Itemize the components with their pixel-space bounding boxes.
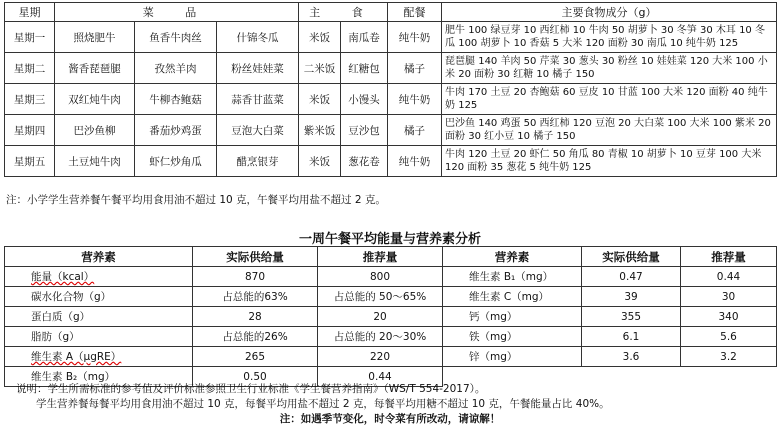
nutrients-cell: 巴沙鱼 140 鸡蛋 50 西红柿 120 豆泡 20 大白菜 100 大米 100 紫米 20 面粉 30 红小豆 10 橘子 150 [442, 115, 777, 146]
recommended-value: 20 [318, 307, 443, 327]
staple-cell: 二米饭 [299, 53, 341, 84]
analysis-row [5, 327, 777, 347]
weekday-cell: 星期四 [5, 115, 55, 146]
dish-cell: 巴沙鱼柳 [55, 115, 135, 146]
menu-row-thu [5, 115, 777, 146]
menu-note: 注：小学学生营养餐午餐平均用食用油不超过 10 克，午餐平均用盐不超过 2 克。 [6, 194, 386, 206]
staple-cell: 南瓜卷 [341, 22, 388, 53]
analysis-row [5, 307, 777, 327]
dish-cell: 牛柳杏鲍菇 [135, 84, 217, 115]
dish-cell: 醋烹银芽 [217, 146, 299, 177]
side-cell: 纯牛奶 [388, 146, 442, 177]
header-recommended: 推荐量 [318, 247, 443, 267]
nutrients-cell: 肥牛 100 绿豆芽 10 西红柿 10 牛肉 50 胡萝卜 30 冬笋 30 木耳 10 冬瓜 100 胡萝卜 10 香菇 5 大米 120 面粉 30 南瓜 10 纯牛奶 125 [442, 22, 777, 53]
staple-cell: 紫米饭 [299, 115, 341, 146]
nutrient-name: 维生素 B₂（mg） [5, 367, 193, 387]
staple-cell: 红糖包 [341, 53, 388, 84]
actual-value: 3.6 [582, 347, 681, 367]
weekday-cell: 星期五 [5, 146, 55, 177]
header-nutrient: 营养素 [5, 247, 193, 267]
weekday-cell: 星期三 [5, 84, 55, 115]
recommended-value: 5.6 [681, 327, 777, 347]
nutrition-analysis-table [4, 246, 777, 387]
staple-cell: 小馒头 [341, 84, 388, 115]
nutrients-cell: 牛肉 170 土豆 20 杏鲍菇 60 豆皮 10 甘蓝 100 大米 120 面粉 40 纯牛奶 125 [442, 84, 777, 115]
staple-cell: 米饭 [299, 22, 341, 53]
dish-cell: 孜然羊肉 [135, 53, 217, 84]
actual-value: 870 [193, 267, 318, 287]
analysis-title: 一周午餐平均能量与营养素分析 [298, 232, 481, 247]
staple-cell: 葱花卷 [341, 146, 388, 177]
analysis-header-row [5, 247, 777, 267]
menu-row-fri [5, 146, 777, 177]
weekly-menu-table [4, 2, 777, 177]
dish-cell: 照烧肥牛 [55, 22, 135, 53]
menu-row-tue [5, 53, 777, 84]
actual-value: 占总能的63% [193, 287, 318, 307]
recommended-value: 占总能的 20～30% [318, 327, 443, 347]
header-nutrients: 主要食物成分（g） [442, 3, 777, 22]
analysis-row [5, 287, 777, 307]
menu-header-row [5, 3, 777, 22]
nutrient-name: 蛋白质（g） [5, 307, 193, 327]
recommended-value: 220 [318, 347, 443, 367]
actual-value: 28 [193, 307, 318, 327]
recommended-value: 30 [681, 287, 777, 307]
nutrient-name: 钙（mg） [443, 307, 582, 327]
nutrient-name: 铁（mg） [443, 327, 582, 347]
dish-cell: 鱼香牛肉丝 [135, 22, 217, 53]
header-dishes: 菜 品 [55, 3, 299, 22]
analysis-row [5, 347, 777, 367]
header-recommended: 推荐量 [681, 247, 777, 267]
recommended-value: 占总能的 50～65% [318, 287, 443, 307]
nutrient-name: 碳水化合物（g） [5, 287, 193, 307]
header-weekday: 星期 [5, 3, 55, 22]
header-side: 配餐 [388, 3, 442, 22]
actual-value: 265 [193, 347, 318, 367]
footnote-reference: 说明：学生所需标准的参考值及评价标准参照卫生行业标准《学生餐营养指南》（WS/T 554-2017）。 [16, 383, 486, 395]
actual-value: 6.1 [582, 327, 681, 347]
dish-cell: 土豆炖牛肉 [55, 146, 135, 177]
staple-cell: 米饭 [299, 84, 341, 115]
dish-cell: 虾仁炒角瓜 [135, 146, 217, 177]
header-staple: 主 食 [299, 3, 388, 22]
nutrient-name: 脂肪（g） [5, 327, 193, 347]
nutrient-name: 能量（kcal） [5, 267, 193, 287]
staple-cell: 米饭 [299, 146, 341, 177]
dish-cell: 什锦冬瓜 [217, 22, 299, 53]
nutrient-name: 维生素 B₁（mg） [443, 267, 582, 287]
menu-row-mon [5, 22, 777, 53]
actual-value: 0.47 [582, 267, 681, 287]
dish-cell: 蒜香甘蓝菜 [217, 84, 299, 115]
recommended-value: 800 [318, 267, 443, 287]
menu-row-wed [5, 84, 777, 115]
side-cell: 纯牛奶 [388, 22, 442, 53]
header-nutrient: 营养素 [443, 247, 582, 267]
nutrient-name: 维生素 C（mg） [443, 287, 582, 307]
side-cell: 纯牛奶 [388, 84, 442, 115]
recommended-value: 0.44 [681, 267, 777, 287]
staple-cell: 豆沙包 [341, 115, 388, 146]
dish-cell: 酱香琵琶腿 [55, 53, 135, 84]
weekday-cell: 星期二 [5, 53, 55, 84]
nutrients-cell: 牛肉 120 土豆 20 虾仁 50 角瓜 80 青椒 10 胡萝卜 10 豆芽 100 大米 120 面粉 35 葱花 5 纯牛奶 125 [442, 146, 777, 177]
nutrients-cell: 琵琶腿 140 羊肉 50 芹菜 30 葱头 30 粉丝 10 娃娃菜 120 大米 100 小米 20 面粉 30 红糖 10 橘子 150 [442, 53, 777, 84]
actual-value: 39 [582, 287, 681, 307]
header-actual: 实际供给量 [193, 247, 318, 267]
side-cell: 橘子 [388, 115, 442, 146]
dish-cell: 粉丝娃娃菜 [217, 53, 299, 84]
actual-value: 0.50 [193, 367, 318, 387]
dish-cell: 双红炖牛肉 [55, 84, 135, 115]
recommended-value: 0.44 [318, 367, 443, 387]
recommended-value: 340 [681, 307, 777, 327]
actual-value: 占总能的26% [193, 327, 318, 347]
dish-cell: 番茄炒鸡蛋 [135, 115, 217, 146]
footnote-limits: 学生营养餐每餐平均用食用油不超过 10 克，每餐平均用盐不超过 2 克，每餐平均用糖不超过 10 克，午餐能量占比 40%。 [36, 398, 610, 410]
weekday-cell: 星期一 [5, 22, 55, 53]
recommended-value: 3.2 [681, 347, 777, 367]
nutrient-name: 维生素 A（μgRE） [5, 347, 193, 367]
nutrient-name: 锌（mg） [443, 347, 582, 367]
header-actual: 实际供给量 [582, 247, 681, 267]
analysis-row [5, 267, 777, 287]
side-cell: 橘子 [388, 53, 442, 84]
dish-cell: 豆泡大白菜 [217, 115, 299, 146]
actual-value: 355 [582, 307, 681, 327]
footnote-seasonal: 注：如遇季节变化，时令菜有所改动，请谅解！ [279, 413, 501, 425]
